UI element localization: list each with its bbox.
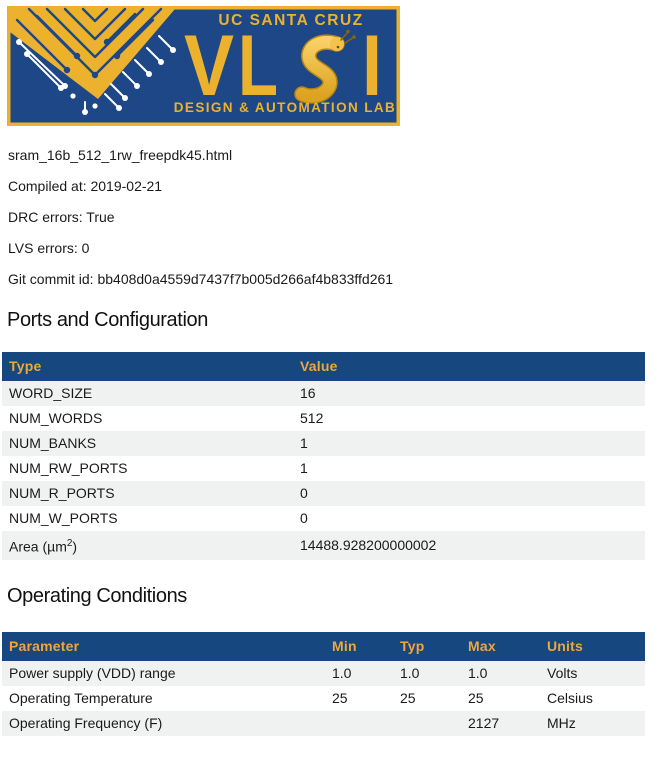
table-row: [2, 381, 645, 406]
area-label-close: ): [72, 538, 78, 555]
value-cell: 512: [300, 410, 324, 426]
type-cell: NUM_RW_PORTS: [9, 460, 128, 476]
value-cell: 14488.928200000002: [300, 536, 437, 553]
table-row: [2, 456, 645, 481]
parameter-column-header: Parameter: [2, 632, 325, 661]
report-info: [0, 148, 662, 287]
vlsi-lab-logo-image: [7, 6, 400, 126]
min-cell: 25: [332, 689, 348, 706]
logo-letter-i: I: [362, 18, 382, 114]
value-cell: 16: [300, 385, 316, 401]
value-cell: 0: [300, 485, 308, 501]
logo-letter-l: L: [238, 18, 278, 114]
type-cell: [2, 531, 293, 560]
type-cell: NUM_R_PORTS: [9, 485, 115, 501]
area-label-superscript: 2: [66, 538, 73, 549]
logo-lab-text: DESIGN & AUTOMATION LAB: [173, 100, 397, 115]
vlsi-lab-logo: [7, 6, 400, 126]
value-cell: 1: [300, 435, 308, 451]
value-column-header: Value: [293, 352, 645, 381]
parameter-cell: Power supply (VDD) range: [9, 664, 176, 681]
type-cell: NUM_BANKS: [9, 435, 97, 451]
lvs-errors-line: LVS errors: 0: [8, 240, 90, 256]
min-cell: 1.0: [332, 664, 352, 681]
max-column-header: Max: [461, 632, 540, 661]
area-label: Area (µm: [9, 538, 67, 555]
filename-line: sram_16b_512_1rw_freepdk45.html: [8, 147, 233, 163]
max-cell: 25: [468, 689, 484, 706]
table-header-row: [2, 352, 645, 381]
table-row: [2, 431, 645, 456]
min-cell: [325, 711, 393, 736]
logo-university-text: UC SANTA CRUZ: [218, 12, 364, 29]
type-cell: NUM_W_PORTS: [9, 510, 118, 526]
table-row: [2, 481, 645, 506]
units-cell: MHz: [547, 714, 576, 731]
typ-column-header: Typ: [393, 632, 461, 661]
table-row: [2, 506, 645, 531]
type-column-header: Type: [2, 352, 293, 381]
min-column-header: Min: [325, 632, 393, 661]
units-cell: Volts: [547, 664, 578, 681]
operating-conditions-title: Operating Conditions: [7, 584, 187, 607]
table-header-row: [2, 632, 645, 661]
value-cell: 0: [300, 510, 308, 526]
type-cell: NUM_WORDS: [9, 410, 103, 426]
max-cell: 1.0: [468, 664, 488, 681]
units-column-header: Units: [540, 632, 645, 661]
table-row: [2, 686, 645, 711]
ports-config-title: Ports and Configuration: [7, 309, 208, 331]
compiled-at-line: Compiled at: 2019-02-21: [8, 178, 163, 194]
typ-cell: 25: [400, 689, 416, 706]
typ-cell: [393, 711, 461, 736]
parameter-cell: Operating Temperature: [9, 689, 153, 706]
ports-config-table: [2, 352, 645, 560]
type-cell: WORD_SIZE: [9, 385, 93, 401]
operating-conditions-table: [2, 632, 645, 736]
drc-errors-line: DRC errors: True: [8, 209, 115, 225]
parameter-cell: Operating Frequency (F): [9, 714, 163, 731]
table-row: [2, 711, 645, 736]
table-row: [2, 661, 645, 686]
logo-letter-v: V: [184, 18, 234, 114]
git-commit-line: Git commit id: bb408d0a4559d7437f7b005d266af4b833ffd261: [8, 271, 394, 287]
units-cell: Celsius: [547, 689, 593, 706]
value-cell: 1: [300, 460, 308, 476]
table-row-area: [2, 531, 645, 560]
table-row: [2, 406, 645, 431]
max-cell: 2127: [468, 714, 500, 731]
typ-cell: 1.0: [400, 664, 420, 681]
